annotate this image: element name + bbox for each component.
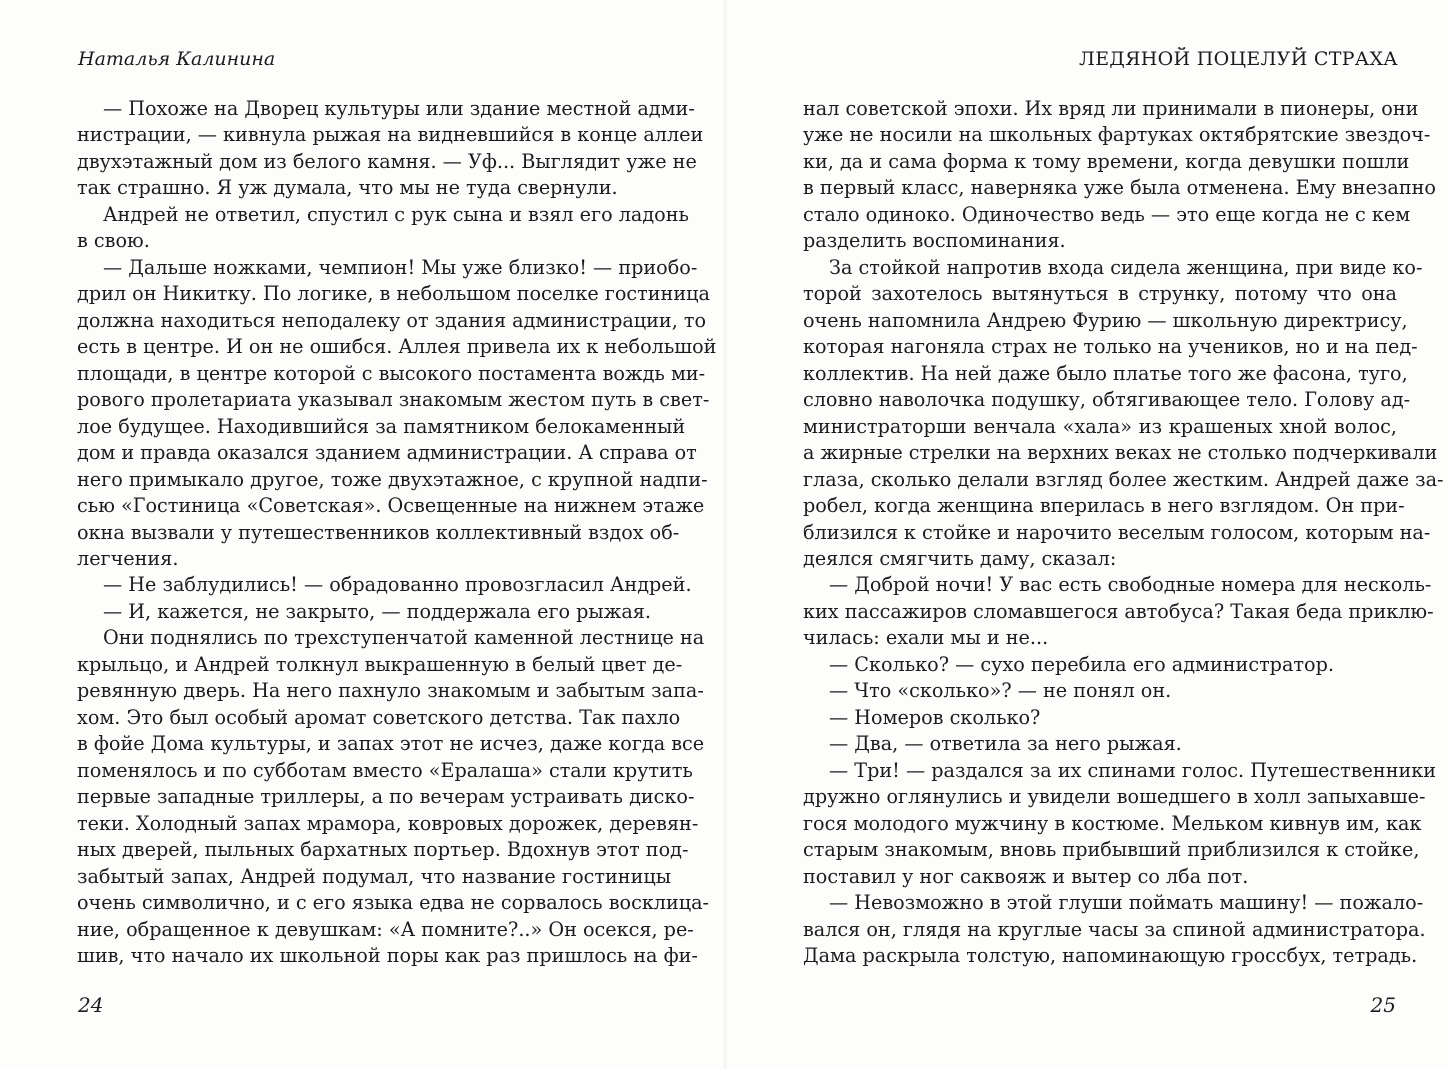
text-line: дом и правда оказался зданием администрации. А справа от — [77, 441, 697, 465]
text-line: которая нагоняла страх не только на учеников, но и на пед- — [803, 335, 1418, 359]
text-line: нал советской эпохи. Их вряд ли принимали в пионеры, они — [803, 97, 1419, 120]
text-line: Они поднялись по трехступенчатой каменной лестнице на — [103, 626, 705, 650]
left-page-text — [77, 96, 717, 969]
text-line: коллектив. На ней даже было платье того же фасона, туго, — [803, 361, 1408, 385]
text-line: очень напомнила Андрею Фурию — школьную директрису, — [803, 308, 1408, 332]
text-line: очень символично, и с его языка едва не сорвалось восклица- — [77, 891, 710, 915]
text-line: ных дверей, пыльных бархатных портьер. Вдохнув этот под- — [77, 838, 689, 862]
text-line: ние, обращенное к девушкам: «А помните?..» Он осекся, ре- — [77, 917, 694, 941]
text-line: — Дальше ножками, чемпион! Мы уже близко! — приобо- — [103, 255, 698, 279]
right-page-text — [803, 96, 1444, 969]
text-line: уже не носили на школьных фартуках октябрятские звездоч- — [803, 123, 1431, 147]
text-line: робел, когда женщина вперилась в него взглядом. Он при- — [803, 494, 1405, 518]
text-line: — Сколько? — сухо перебила его администратор. — [829, 652, 1334, 676]
text-line: — Что «сколько»? — не понял он. — [829, 679, 1172, 703]
text-line: первые западные триллеры, а по вечерам устраивать диско- — [77, 785, 695, 809]
running-head-author: Наталья Калинина — [78, 48, 276, 70]
text-line: — Не заблудились! — обрадованно провозгласил Андрей. — [103, 573, 692, 597]
text-line: должна находиться неподалеку от здания администрации, то — [77, 308, 707, 332]
text-line: глаза, сколько делали взгляд более жестким. Андрей даже за- — [803, 467, 1444, 491]
text-line: лое будущее. Находившийся за памятником белокаменный — [77, 414, 686, 438]
text-line: вался он, глядя на круглые часы за спиной администратора. — [803, 917, 1426, 941]
text-line: ревянную дверь. На него пахнуло знакомым и забытым запа- — [77, 679, 704, 703]
text-line: так страшно. Я уж думала, что мы не туда свернули. — [77, 176, 618, 200]
text-line: старым знакомым, вновь прибывший приблизился к стойке, — [803, 838, 1420, 862]
text-line: разделить воспоминания. — [803, 229, 1066, 253]
text-line: — Два, — ответила за него рыжая. — [829, 732, 1182, 756]
text-line: деялся смягчить даму, сказал: — [803, 546, 1117, 570]
page-number-left: 24 — [78, 993, 104, 1017]
text-line: в свою. — [77, 229, 150, 253]
text-line: легчения. — [77, 546, 179, 570]
text-line: дрил он Никитку. По логике, в небольшом поселке гостиница — [77, 282, 710, 306]
text-line: — Доброй ночи! У вас есть свободные номера для несколь- — [829, 573, 1432, 597]
text-line: — Номеров сколько? — [829, 705, 1041, 729]
running-head-title: ЛЕДЯНОЙ ПОЦЕЛУЙ СТРАХА — [1079, 48, 1398, 70]
text-line: министраторши венчала «хала» из крашеных хной волос, — [803, 414, 1397, 438]
text-line: дружно оглянулись и увидели вошедшего в холл запыхавше- — [803, 785, 1426, 809]
text-line: гося молодого мужчину в костюме. Мельком кивнув им, как — [803, 811, 1422, 835]
text-line: ки, да и сама форма к тому времени, когда девушки пошли — [803, 149, 1410, 173]
page-number-right: 25 — [1370, 993, 1396, 1017]
text-line: двухэтажный дом из белого камня. — Уф... Выглядит уже не — [77, 149, 697, 173]
text-line: рового пролетариата указывал знакомым жестом путь в свет- — [77, 388, 710, 412]
text-line: — Три! — раздался за их спинами голос. Путешественники — [829, 758, 1437, 782]
text-line: есть в центре. И он не ошибся. Аллея привела их к небольшой — [77, 335, 717, 359]
text-line: в первый класс, наверняка уже была отменена. Ему внезапно — [803, 176, 1436, 200]
text-line: поменялось и по субботам вместо «Ералаша» стали крутить — [77, 758, 693, 782]
text-line: него примыкало другое, тоже двухэтажное, с крупной надпи- — [77, 467, 708, 491]
text-line: в фойе Дома культуры, и запах этот не исчез, даже когда все — [77, 732, 705, 756]
text-line: — Похоже на Дворец культуры или здание местной адми- — [103, 97, 695, 120]
text-line: сью «Гостиница «Советская». Освещенные на нижнем этаже — [77, 494, 705, 518]
text-line: площади, в центре которой с высокого постамента вождь ми- — [77, 361, 706, 385]
text-line: поставил у ног саквояж и вытер со лба пот. — [803, 864, 1249, 888]
text-line: крыльцо, и Андрей толкнул выкрашенную в белый цвет де- — [77, 652, 683, 676]
text-line: Андрей не ответил, спустил с рук сына и взял его ладонь — [103, 202, 689, 226]
text-line: хом. Это был особый аромат советского детства. Так пахло — [77, 705, 681, 729]
text-line: — И, кажется, не закрыто, — поддержала его рыжая. — [103, 599, 651, 623]
text-line: ких пассажиров сломавшегося автобуса? Такая беда приклю- — [803, 599, 1434, 623]
text-line: За стойкой напротив входа сидела женщина, при виде ко- — [829, 255, 1423, 279]
text-line: теки. Холодный запах мрамора, ковровых дорожек, деревян- — [77, 811, 699, 835]
text-line: — Невозможно в этой глуши поймать машину! — пожало- — [829, 891, 1424, 915]
text-line: торой захотелось вытянуться в струнку, потому что она — [803, 282, 1397, 306]
text-line: а жирные стрелки на верхних веках не столько подчеркивали — [803, 441, 1438, 465]
text-line: забытый запах, Андрей подумал, что название гостиницы — [77, 864, 671, 888]
text-line: чилась: ехали мы и не... — [803, 626, 1049, 650]
text-line: словно наволочка подушку, обтягивающее тело. Голову ад- — [803, 388, 1411, 412]
text-line: нистрации, — кивнула рыжая на видневшийся в конце аллеи — [77, 123, 704, 147]
text-line: Дама раскрыла толстую, напоминающую гроссбух, тетрадь. — [803, 944, 1418, 967]
text-line: близился к стойке и нарочито веселым голосом, которым на- — [803, 520, 1431, 544]
text-line: шив, что начало их школьной поры как раз пришлось на фи- — [77, 944, 698, 967]
text-line: стало одиноко. Одиночество ведь — это еще когда не с кем — [803, 202, 1411, 226]
page-gutter — [722, 0, 728, 1069]
text-line: окна вызвали у путешественников коллективный вздох об- — [77, 520, 680, 544]
